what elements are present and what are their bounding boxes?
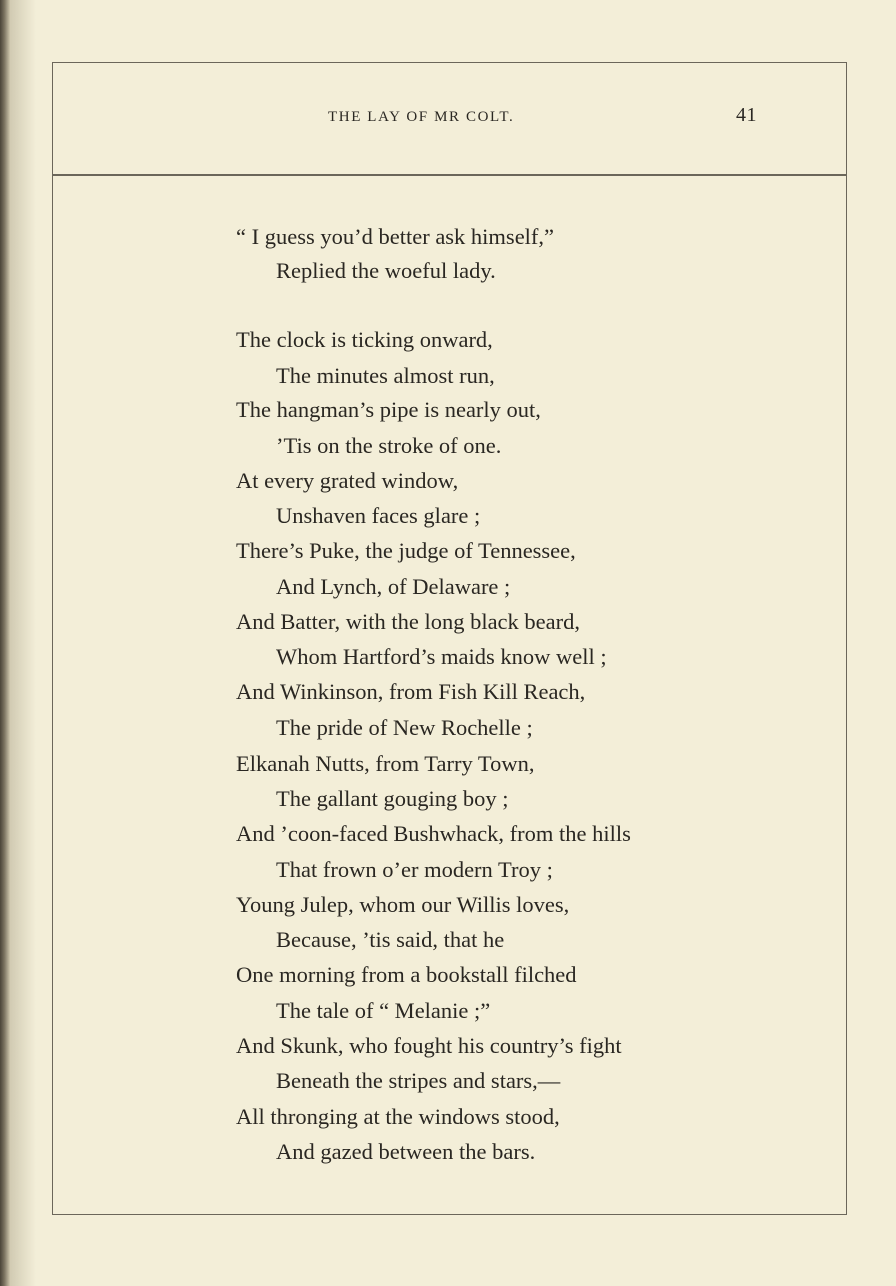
poem-line: The gallant gouging boy ; bbox=[276, 786, 509, 811]
poem-line: At every grated window, bbox=[236, 468, 459, 493]
poem-line: The hangman’s pipe is nearly out, bbox=[236, 397, 541, 422]
header-rule bbox=[52, 174, 847, 176]
running-title: THE LAY OF MR COLT. bbox=[328, 109, 515, 125]
poem-line: There’s Puke, the judge of Tennessee, bbox=[236, 538, 576, 563]
book-spine-edge bbox=[0, 0, 10, 1286]
poem-line: Young Julep, whom our Willis loves, bbox=[236, 892, 570, 917]
poem-line: The clock is ticking onward, bbox=[236, 327, 493, 352]
poem-line: That frown o’er modern Troy ; bbox=[276, 857, 553, 882]
poem-line: And Winkinson, from Fish Kill Reach, bbox=[236, 679, 586, 704]
poem-line: Beneath the stripes and stars,— bbox=[276, 1068, 561, 1093]
poem-line: And Batter, with the long black beard, bbox=[236, 609, 581, 634]
poem-line: And Lynch, of Delaware ; bbox=[276, 574, 511, 599]
poem-line: ’Tis on the stroke of one. bbox=[276, 433, 502, 458]
poem-line: The pride of New Rochelle ; bbox=[276, 715, 533, 740]
gutter-shadow bbox=[10, 0, 36, 1286]
poem-line: And gazed between the bars. bbox=[276, 1139, 536, 1164]
poem-line: “ I guess you’d better ask himself,” bbox=[236, 224, 555, 249]
poem-line: And ’coon-faced Bushwhack, from the hills bbox=[236, 821, 631, 846]
poem-line: Whom Hartford’s maids know well ; bbox=[276, 644, 607, 669]
poem-line: The minutes almost run, bbox=[276, 363, 495, 388]
poem-line: Because, ’tis said, that he bbox=[276, 927, 505, 952]
poem-line: Replied the woeful lady. bbox=[276, 258, 496, 283]
poem-line: Elkanah Nutts, from Tarry Town, bbox=[236, 751, 535, 776]
poem-line: One morning from a bookstall filched bbox=[236, 962, 577, 987]
poem-line: The tale of “ Melanie ;” bbox=[276, 998, 491, 1023]
poem-line: Unshaven faces glare ; bbox=[276, 503, 481, 528]
poem-line: And Skunk, who fought his country’s fight bbox=[236, 1033, 622, 1058]
page-number: 41 bbox=[736, 104, 757, 126]
poem-line: All thronging at the windows stood, bbox=[236, 1104, 560, 1129]
